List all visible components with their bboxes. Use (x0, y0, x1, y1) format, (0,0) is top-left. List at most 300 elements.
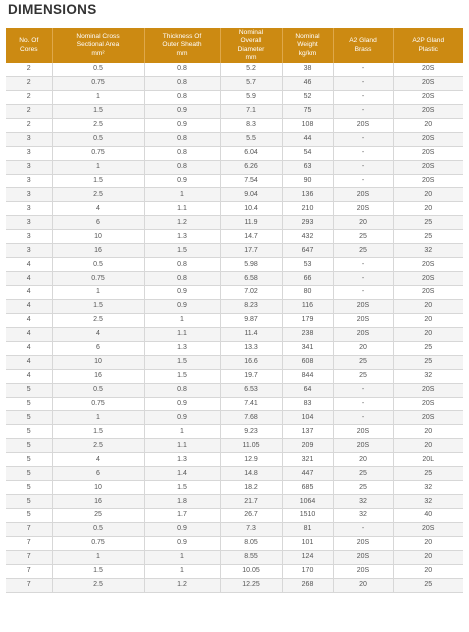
cell-cores: 3 (6, 160, 52, 174)
cell-cores: 4 (6, 272, 52, 286)
table-row (6, 146, 463, 160)
cell-sheath-thickness: 1.2 (144, 578, 220, 592)
table-row (6, 230, 463, 244)
table-row (6, 216, 463, 230)
cell-weight: 170 (282, 564, 333, 578)
cell-cross-sectional-area: 6 (52, 467, 144, 481)
cell-weight: 1510 (282, 509, 333, 523)
table-row (6, 313, 463, 327)
cell-a2-gland-brass: 20S (333, 313, 393, 327)
cell-a2-gland-brass: 25 (333, 369, 393, 383)
cell-a2-gland-brass: 20S (333, 118, 393, 132)
cell-weight: 75 (282, 104, 333, 118)
cell-a2p-gland-plastic: 20 (393, 564, 463, 578)
table-row (6, 369, 463, 383)
table-row (6, 355, 463, 369)
cell-a2p-gland-plastic: 25 (393, 230, 463, 244)
cell-cross-sectional-area: 0.75 (52, 76, 144, 90)
table-row (6, 522, 463, 536)
cell-weight: 210 (282, 202, 333, 216)
cell-cores: 4 (6, 313, 52, 327)
cell-a2p-gland-plastic: 32 (393, 369, 463, 383)
cell-a2p-gland-plastic: 20S (393, 272, 463, 286)
cell-overall-diameter: 6.58 (220, 272, 282, 286)
cell-sheath-thickness: 1.1 (144, 327, 220, 341)
cell-overall-diameter: 6.53 (220, 383, 282, 397)
cell-cross-sectional-area: 1 (52, 411, 144, 425)
cell-a2p-gland-plastic: 32 (393, 481, 463, 495)
table-row (6, 578, 463, 592)
cell-a2p-gland-plastic: 25 (393, 355, 463, 369)
header-line: Nominal Cross (76, 32, 120, 40)
table-row (6, 188, 463, 202)
cell-cores: 2 (6, 63, 52, 76)
cell-overall-diameter: 5.2 (220, 63, 282, 76)
cell-cross-sectional-area: 2.5 (52, 188, 144, 202)
cell-overall-diameter: 5.98 (220, 258, 282, 272)
cell-a2-gland-brass: - (333, 272, 393, 286)
cell-sheath-thickness: 0.8 (144, 272, 220, 286)
cell-a2-gland-brass: - (333, 383, 393, 397)
cell-weight: 447 (282, 467, 333, 481)
cell-overall-diameter: 17.7 (220, 244, 282, 258)
cell-cores: 5 (6, 481, 52, 495)
cell-overall-diameter: 8.3 (220, 118, 282, 132)
table-row (6, 439, 463, 453)
page-title: DIMENSIONS (8, 2, 97, 17)
cell-overall-diameter: 9.04 (220, 188, 282, 202)
table-row (6, 202, 463, 216)
table-row (6, 104, 463, 118)
cell-cores: 4 (6, 258, 52, 272)
cell-weight: 136 (282, 188, 333, 202)
cell-cores: 5 (6, 467, 52, 481)
cell-overall-diameter: 7.1 (220, 104, 282, 118)
cell-weight: 608 (282, 355, 333, 369)
cell-cores: 5 (6, 397, 52, 411)
cell-a2-gland-brass: 20 (333, 578, 393, 592)
cell-cores: 3 (6, 132, 52, 146)
cell-sheath-thickness: 1.1 (144, 202, 220, 216)
table-row (6, 63, 463, 76)
cell-a2p-gland-plastic: 20S (393, 258, 463, 272)
cell-sheath-thickness: 1.3 (144, 453, 220, 467)
cell-a2p-gland-plastic: 20 (393, 327, 463, 341)
cell-cores: 7 (6, 550, 52, 564)
cell-weight: 293 (282, 216, 333, 230)
header-line: Thickness Of (162, 32, 202, 40)
cell-a2p-gland-plastic: 20S (393, 132, 463, 146)
cell-a2-gland-brass: 25 (333, 467, 393, 481)
table-row (6, 132, 463, 146)
cell-a2p-gland-plastic: 25 (393, 341, 463, 355)
cell-a2-gland-brass: 25 (333, 244, 393, 258)
cell-cores: 4 (6, 286, 52, 300)
cell-overall-diameter: 26.7 (220, 509, 282, 523)
table-row (6, 550, 463, 564)
cell-sheath-thickness: 1.3 (144, 341, 220, 355)
cell-overall-diameter: 7.54 (220, 174, 282, 188)
cell-weight: 341 (282, 341, 333, 355)
cell-sheath-thickness: 0.8 (144, 146, 220, 160)
table-row (6, 453, 463, 467)
cell-weight: 64 (282, 383, 333, 397)
cell-a2p-gland-plastic: 20 (393, 550, 463, 564)
cell-a2p-gland-plastic: 20 (393, 536, 463, 550)
cell-a2-gland-brass: 25 (333, 230, 393, 244)
cell-cross-sectional-area: 10 (52, 230, 144, 244)
table-row (6, 425, 463, 439)
table-row (6, 118, 463, 132)
table-body (6, 63, 463, 592)
cell-cores: 7 (6, 522, 52, 536)
cell-overall-diameter: 14.8 (220, 467, 282, 481)
table-row (6, 327, 463, 341)
header-a2-gland-brass (333, 28, 393, 63)
cell-weight: 44 (282, 132, 333, 146)
cell-weight: 268 (282, 578, 333, 592)
cell-weight: 647 (282, 244, 333, 258)
cell-sheath-thickness: 1.5 (144, 369, 220, 383)
header-line: Diameter (237, 45, 265, 53)
cell-a2-gland-brass: - (333, 132, 393, 146)
cell-a2p-gland-plastic: 20S (393, 286, 463, 300)
cell-a2p-gland-plastic: 20S (393, 522, 463, 536)
cell-cores: 3 (6, 146, 52, 160)
cell-cross-sectional-area: 0.5 (52, 522, 144, 536)
cell-weight: 108 (282, 118, 333, 132)
cell-cross-sectional-area: 6 (52, 341, 144, 355)
cell-weight: 179 (282, 313, 333, 327)
cell-cross-sectional-area: 2.5 (52, 313, 144, 327)
header-sheath-thickness (144, 28, 220, 63)
cell-cross-sectional-area: 1.5 (52, 425, 144, 439)
cell-a2-gland-brass: 25 (333, 481, 393, 495)
cell-weight: 63 (282, 160, 333, 174)
cell-weight: 321 (282, 453, 333, 467)
cell-weight: 685 (282, 481, 333, 495)
cell-cross-sectional-area: 6 (52, 216, 144, 230)
cell-cores: 4 (6, 299, 52, 313)
cell-a2-gland-brass: 20S (333, 564, 393, 578)
cell-overall-diameter: 6.04 (220, 146, 282, 160)
cell-sheath-thickness: 1.4 (144, 467, 220, 481)
cell-sheath-thickness: 0.8 (144, 76, 220, 90)
cell-weight: 52 (282, 90, 333, 104)
cell-cross-sectional-area: 16 (52, 244, 144, 258)
cell-sheath-thickness: 1.2 (144, 216, 220, 230)
cell-sheath-thickness: 0.9 (144, 299, 220, 313)
cell-cross-sectional-area: 0.75 (52, 146, 144, 160)
table-header (6, 28, 463, 63)
table-row (6, 258, 463, 272)
cell-sheath-thickness: 0.8 (144, 63, 220, 76)
cell-weight: 1064 (282, 495, 333, 509)
cell-a2p-gland-plastic: 20S (393, 104, 463, 118)
cell-cores: 3 (6, 174, 52, 188)
table-row (6, 411, 463, 425)
cell-a2-gland-brass: - (333, 104, 393, 118)
cell-cores: 7 (6, 564, 52, 578)
cell-sheath-thickness: 0.8 (144, 258, 220, 272)
cell-overall-diameter: 18.2 (220, 481, 282, 495)
cell-weight: 101 (282, 536, 333, 550)
cell-sheath-thickness: 0.9 (144, 174, 220, 188)
cell-overall-diameter: 12.25 (220, 578, 282, 592)
cell-weight: 80 (282, 286, 333, 300)
cell-weight: 54 (282, 146, 333, 160)
cell-cross-sectional-area: 2.5 (52, 439, 144, 453)
cell-cores: 4 (6, 369, 52, 383)
header-line: mm (176, 49, 188, 57)
cell-a2-gland-brass: - (333, 174, 393, 188)
cell-weight: 38 (282, 63, 333, 76)
cell-a2-gland-brass: - (333, 63, 393, 76)
cell-cross-sectional-area: 10 (52, 355, 144, 369)
cell-weight: 238 (282, 327, 333, 341)
cell-cross-sectional-area: 0.5 (52, 63, 144, 76)
cell-overall-diameter: 8.05 (220, 536, 282, 550)
cell-cores: 5 (6, 439, 52, 453)
cell-sheath-thickness: 1 (144, 550, 220, 564)
cell-cores: 5 (6, 411, 52, 425)
cell-sheath-thickness: 1.3 (144, 230, 220, 244)
table-row (6, 272, 463, 286)
cell-cores: 5 (6, 495, 52, 509)
cell-a2-gland-brass: 20S (333, 425, 393, 439)
cell-overall-diameter: 7.3 (220, 522, 282, 536)
cell-a2p-gland-plastic: 20S (393, 160, 463, 174)
cell-overall-diameter: 9.87 (220, 313, 282, 327)
cell-cross-sectional-area: 1 (52, 160, 144, 174)
cell-a2-gland-brass: 20S (333, 550, 393, 564)
cell-sheath-thickness: 0.9 (144, 522, 220, 536)
table-row (6, 564, 463, 578)
cell-a2-gland-brass: 20 (333, 341, 393, 355)
cell-a2-gland-brass: - (333, 146, 393, 160)
cell-cross-sectional-area: 0.5 (52, 258, 144, 272)
cell-cores: 3 (6, 230, 52, 244)
cell-cross-sectional-area: 1.5 (52, 299, 144, 313)
cell-a2-gland-brass: 20S (333, 536, 393, 550)
cell-a2-gland-brass: - (333, 258, 393, 272)
cell-cross-sectional-area: 16 (52, 369, 144, 383)
cell-cores: 2 (6, 118, 52, 132)
table-row (6, 536, 463, 550)
cell-a2p-gland-plastic: 20L (393, 453, 463, 467)
table-row (6, 244, 463, 258)
cell-overall-diameter: 10.4 (220, 202, 282, 216)
header-line: No. Of (19, 37, 39, 44)
header-line: Sectional Area (76, 41, 120, 49)
table-row (6, 76, 463, 90)
cell-sheath-thickness: 0.9 (144, 536, 220, 550)
cell-a2-gland-brass: - (333, 397, 393, 411)
header-line: Cores (19, 45, 38, 53)
header-row (6, 28, 463, 63)
cell-weight: 53 (282, 258, 333, 272)
table-row (6, 286, 463, 300)
cell-overall-diameter: 8.23 (220, 299, 282, 313)
cell-sheath-thickness: 1 (144, 188, 220, 202)
cell-a2-gland-brass: 20S (333, 202, 393, 216)
table-row (6, 341, 463, 355)
header-line: A2 Gland (349, 37, 377, 44)
cell-sheath-thickness: 1 (144, 425, 220, 439)
table-row (6, 467, 463, 481)
cell-overall-diameter: 21.7 (220, 495, 282, 509)
cell-overall-diameter: 19.7 (220, 369, 282, 383)
cell-a2p-gland-plastic: 25 (393, 467, 463, 481)
cell-cores: 5 (6, 383, 52, 397)
header-line: Plastic (418, 45, 438, 53)
cell-sheath-thickness: 0.8 (144, 383, 220, 397)
cell-a2p-gland-plastic: 40 (393, 509, 463, 523)
cell-a2-gland-brass: 20 (333, 216, 393, 230)
cell-cross-sectional-area: 1 (52, 286, 144, 300)
cell-overall-diameter: 7.41 (220, 397, 282, 411)
cell-a2-gland-brass: - (333, 411, 393, 425)
cell-weight: 90 (282, 174, 333, 188)
cell-sheath-thickness: 0.8 (144, 132, 220, 146)
header-line: Outer Sheath (162, 41, 202, 49)
cell-overall-diameter: 16.6 (220, 355, 282, 369)
cell-cores: 4 (6, 341, 52, 355)
cell-a2p-gland-plastic: 20 (393, 425, 463, 439)
cell-cross-sectional-area: 4 (52, 453, 144, 467)
cell-cross-sectional-area: 0.75 (52, 536, 144, 550)
cell-a2p-gland-plastic: 20S (393, 397, 463, 411)
cell-overall-diameter: 10.05 (220, 564, 282, 578)
header-line: Weight (297, 41, 318, 49)
cell-cross-sectional-area: 0.5 (52, 383, 144, 397)
header-cross-sectional-area (52, 28, 144, 63)
cell-weight: 844 (282, 369, 333, 383)
table-row (6, 495, 463, 509)
cell-cores: 5 (6, 425, 52, 439)
cell-sheath-thickness: 0.9 (144, 411, 220, 425)
cell-cores: 2 (6, 76, 52, 90)
cell-cores: 2 (6, 90, 52, 104)
header-cores (6, 28, 52, 63)
cell-weight: 116 (282, 299, 333, 313)
cell-cross-sectional-area: 2.5 (52, 578, 144, 592)
cell-weight: 432 (282, 230, 333, 244)
cell-a2-gland-brass: 20S (333, 439, 393, 453)
cell-weight: 46 (282, 76, 333, 90)
cell-a2p-gland-plastic: 20 (393, 299, 463, 313)
table-row (6, 509, 463, 523)
cell-sheath-thickness: 0.9 (144, 104, 220, 118)
cell-a2p-gland-plastic: 20S (393, 63, 463, 76)
cell-a2p-gland-plastic: 32 (393, 495, 463, 509)
header-line: Nominal (295, 32, 320, 40)
cell-overall-diameter: 12.9 (220, 453, 282, 467)
cell-weight: 209 (282, 439, 333, 453)
cell-cores: 3 (6, 216, 52, 230)
cell-cross-sectional-area: 25 (52, 509, 144, 523)
cell-cross-sectional-area: 1 (52, 90, 144, 104)
header-line: Brass (354, 45, 372, 53)
header-line: kg/km (298, 49, 317, 57)
cell-cross-sectional-area: 16 (52, 495, 144, 509)
cell-overall-diameter: 7.68 (220, 411, 282, 425)
cell-overall-diameter: 8.55 (220, 550, 282, 564)
cell-sheath-thickness: 0.9 (144, 286, 220, 300)
cell-a2-gland-brass: 25 (333, 355, 393, 369)
table-row (6, 174, 463, 188)
cell-a2-gland-brass: 20 (333, 453, 393, 467)
cell-a2-gland-brass: 32 (333, 509, 393, 523)
cell-cross-sectional-area: 4 (52, 202, 144, 216)
table-row (6, 160, 463, 174)
cell-a2-gland-brass: - (333, 522, 393, 536)
header-line: Nominal (238, 28, 264, 36)
cell-overall-diameter: 11.4 (220, 327, 282, 341)
cell-cross-sectional-area: 4 (52, 327, 144, 341)
cell-cores: 3 (6, 202, 52, 216)
cell-cross-sectional-area: 2.5 (52, 118, 144, 132)
cell-overall-diameter: 9.23 (220, 425, 282, 439)
cell-overall-diameter: 13.3 (220, 341, 282, 355)
cell-cores: 5 (6, 453, 52, 467)
cell-a2-gland-brass: 20S (333, 327, 393, 341)
cell-sheath-thickness: 1.8 (144, 495, 220, 509)
header-weight (282, 28, 333, 63)
cell-a2p-gland-plastic: 20 (393, 439, 463, 453)
cell-a2p-gland-plastic: 20 (393, 202, 463, 216)
header-overall-diameter (220, 28, 282, 63)
cell-overall-diameter: 5.5 (220, 132, 282, 146)
cell-overall-diameter: 11.9 (220, 216, 282, 230)
table-row (6, 299, 463, 313)
cell-cores: 3 (6, 188, 52, 202)
cell-cross-sectional-area: 0.75 (52, 397, 144, 411)
cell-overall-diameter: 7.02 (220, 286, 282, 300)
cell-a2-gland-brass: 32 (333, 495, 393, 509)
cell-a2p-gland-plastic: 20 (393, 313, 463, 327)
cell-cores: 7 (6, 536, 52, 550)
cell-overall-diameter: 5.7 (220, 76, 282, 90)
cell-weight: 124 (282, 550, 333, 564)
cell-cross-sectional-area: 1.5 (52, 104, 144, 118)
cell-cross-sectional-area: 1 (52, 550, 144, 564)
header-line: mm (245, 54, 257, 61)
cell-sheath-thickness: 1.5 (144, 481, 220, 495)
cell-weight: 104 (282, 411, 333, 425)
cell-weight: 66 (282, 272, 333, 286)
cell-sheath-thickness: 1.5 (144, 355, 220, 369)
cell-a2p-gland-plastic: 25 (393, 216, 463, 230)
cell-cross-sectional-area: 1.5 (52, 174, 144, 188)
cell-cores: 7 (6, 578, 52, 592)
cell-sheath-thickness: 1.7 (144, 509, 220, 523)
cell-a2p-gland-plastic: 20 (393, 188, 463, 202)
cell-a2p-gland-plastic: 20S (393, 383, 463, 397)
table-row (6, 397, 463, 411)
cell-a2-gland-brass: - (333, 286, 393, 300)
table-row (6, 481, 463, 495)
cell-a2p-gland-plastic: 20S (393, 411, 463, 425)
cell-sheath-thickness: 1.1 (144, 439, 220, 453)
cell-sheath-thickness: 1 (144, 564, 220, 578)
cell-a2-gland-brass: 20S (333, 299, 393, 313)
cell-cross-sectional-area: 0.5 (52, 132, 144, 146)
header-line: Overall (240, 37, 262, 44)
cell-cores: 3 (6, 244, 52, 258)
cell-cores: 4 (6, 327, 52, 341)
cell-cross-sectional-area: 0.75 (52, 272, 144, 286)
